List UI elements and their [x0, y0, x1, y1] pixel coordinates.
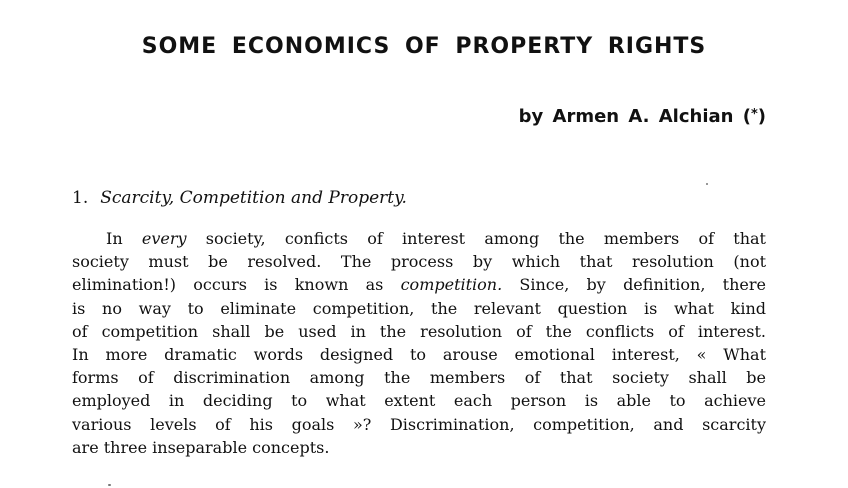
section-heading: [72, 188, 407, 208]
paragraph-line: [72, 436, 766, 459]
author-name: by Armen A. Alchian (: [518, 106, 751, 127]
emphasized-text: every: [141, 229, 187, 248]
text-run: society, conficts of interest among the members of that: [186, 229, 766, 248]
text-run: is no way to eliminate competition, the relevant question is what kind: [72, 298, 766, 318]
paragraph-line: [72, 343, 766, 366]
paragraph-line: [72, 227, 766, 250]
text-run: various levels of his goals »? Discrimination, competition, and scarcity: [72, 414, 766, 434]
section-number: 1.: [72, 188, 89, 208]
text-run: employed in deciding to what extent each person is able to achieve: [72, 391, 766, 411]
text-run: Since, by definition, there: [502, 275, 766, 295]
print-speck: [706, 183, 708, 185]
text-run: elimination!) occurs is known as: [72, 275, 401, 295]
section-title: Scarcity, Competition and Property.: [100, 188, 407, 208]
text-run: In more dramatic words designed to arouse emotional interest, « What: [72, 344, 766, 364]
paragraph-line: [72, 366, 766, 389]
text-run: are three inseparable concepts.: [72, 437, 330, 457]
text-run: of competition shall be used in the resolution of the conflicts of interest.: [72, 321, 766, 341]
paragraph-line: [72, 320, 766, 343]
author-close-paren: ): [757, 106, 766, 127]
footnote-marker: *: [750, 107, 758, 122]
author-line: [519, 106, 766, 127]
emphasized-text: competition.: [400, 275, 503, 295]
print-speck: [108, 484, 111, 486]
text-run: society must be resolved. The process by which that resolution (not: [72, 252, 766, 272]
paragraph-line: [72, 389, 766, 412]
paragraph-line: [72, 273, 766, 296]
text-run: forms of discrimination among the members of that society shall be: [72, 368, 766, 388]
paragraph-line: [72, 413, 766, 436]
text-run: In: [106, 229, 142, 248]
paragraph-line: [72, 250, 766, 273]
paragraph-line: [72, 297, 766, 320]
body-paragraph: [72, 227, 766, 459]
paper-title: SOME ECONOMICS OF PROPERTY RIGHTS: [141, 34, 707, 59]
